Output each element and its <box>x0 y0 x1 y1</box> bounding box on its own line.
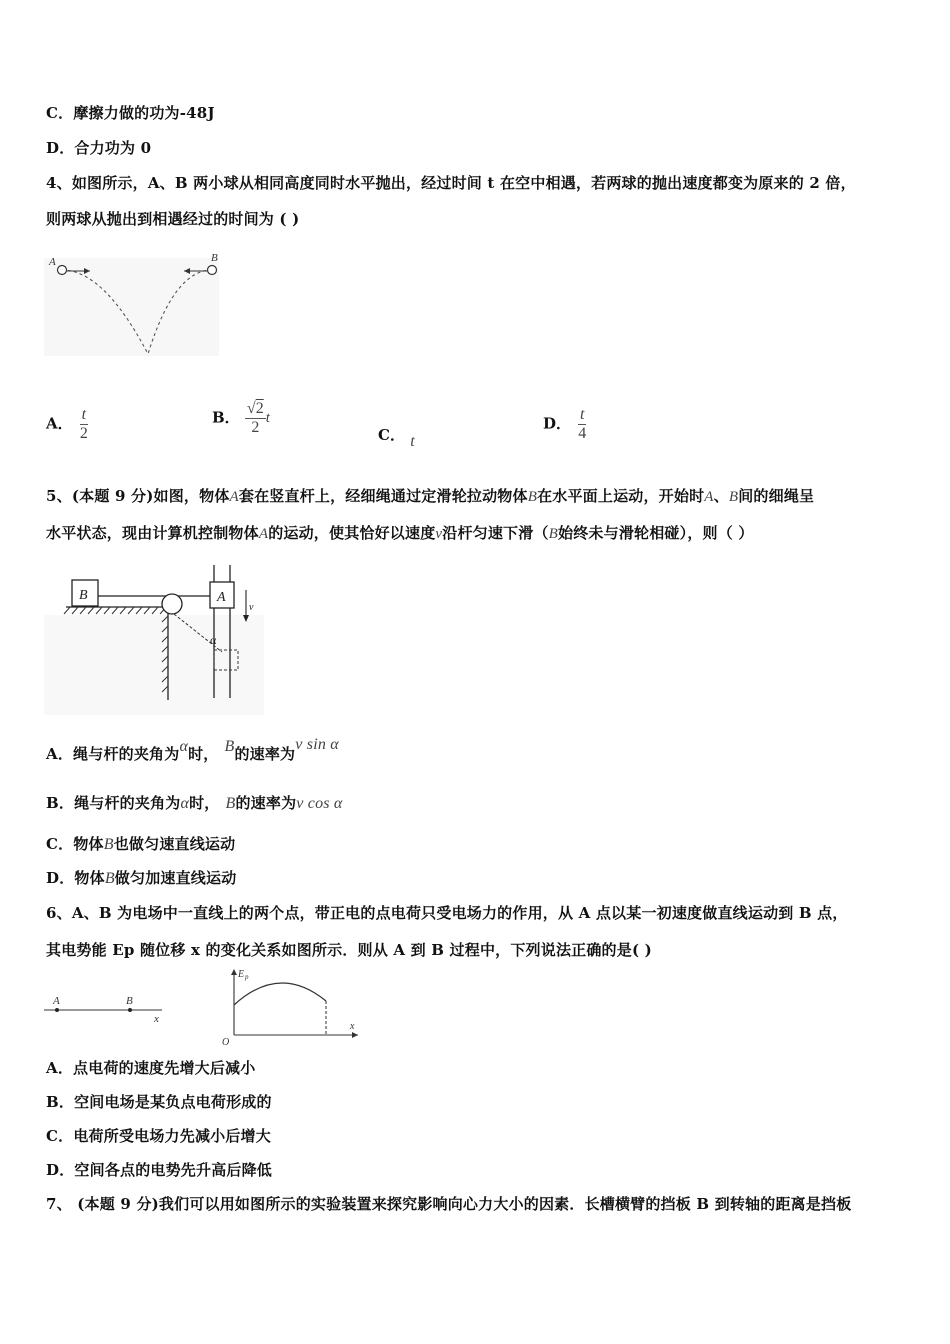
q5-block-b-label: B <box>79 588 88 603</box>
q5-angle-label: α <box>210 633 217 647</box>
q5-option-a-var-b: B <box>224 738 235 755</box>
q4-option-a <box>46 406 90 443</box>
q5-var-b: B <box>527 489 538 505</box>
q4-label-a: A <box>49 256 56 268</box>
q4-option-d-denominator: 4 <box>578 425 587 442</box>
q5-option-a-vsin: v sin α <box>295 736 339 753</box>
q5-option-a-text-3: 的速率为 <box>234 745 296 763</box>
q5-option-d-text-2: 做匀加速直线运动 <box>114 869 237 887</box>
q4-option-d <box>543 406 588 443</box>
q5-option-b-alpha: α <box>180 795 190 812</box>
q4-option-b-label: B． <box>212 408 240 427</box>
q4-option-c-label: C． <box>378 426 405 444</box>
q5-option-b-var-b: B <box>225 795 236 812</box>
q4-option-b-variable: t <box>265 410 270 426</box>
q5-option-a-text-1: A．绳与杆的夹角为 <box>46 745 180 763</box>
q4-sqrt-symbol: √ <box>246 400 256 417</box>
q5-var-a-2: A <box>704 489 714 505</box>
q6-option-a: A．点电荷的速度先增大后减小 <box>46 1059 256 1077</box>
q5-stem-text-6: 水平状态，现由计算机控制物体 <box>46 524 259 542</box>
q4-option-d-numerator: t <box>580 406 585 423</box>
q5-stem-line1 <box>46 485 814 506</box>
q5-option-b <box>46 792 343 813</box>
q5-stem-text-1: 5、(本题 9 分)如图，物体 <box>46 487 230 505</box>
q4-option-b-denominator: 2 <box>251 419 260 436</box>
q6-label-x: x <box>154 1013 159 1025</box>
q5-var-a-3: A <box>258 526 269 542</box>
q5-option-c-text-1: C．物体 <box>46 835 104 853</box>
q5-var-v: v <box>435 526 443 542</box>
q6-figure-line <box>44 990 174 1026</box>
q4-stem-line2: 则两球从抛出到相遇经过的时间为 ( ) <box>46 210 300 228</box>
q6-point-a <box>55 1008 59 1012</box>
q5-velocity-label: v <box>249 602 254 613</box>
q4-ball-a <box>58 266 67 275</box>
q5-figure-background <box>44 615 264 715</box>
q6-graph-label-x: x <box>350 1021 355 1032</box>
q4-option-b-radicand: 2 <box>255 400 264 417</box>
q5-var-a: A <box>229 489 239 505</box>
q4-option-a-fraction <box>78 406 90 443</box>
q5-stem-text-3: 在水平面上运动，开始时 <box>537 487 705 505</box>
q4-option-a-label: A． <box>46 414 73 433</box>
q6-option-b: B．空间电场是某负点电荷形成的 <box>46 1093 272 1111</box>
q6-option-d: D．空间各点的电势先升高后降低 <box>46 1161 273 1179</box>
q4-option-a-numerator: t <box>81 406 87 423</box>
q6-label-b: B <box>126 995 133 1007</box>
q5-option-d-text-1: D．物体 <box>46 869 105 887</box>
q5-stem-text-4: 、 <box>713 487 729 505</box>
q5-block-a-label: A <box>217 590 226 605</box>
q5-stem-text-7: 的运动，使其恰好以速度 <box>268 524 436 542</box>
q5-option-c-var-b: B <box>103 836 114 853</box>
q5-var-b-3: B <box>548 526 559 542</box>
q5-stem-text-2: 套在竖直杆上，经细绳通过定滑轮拉动物体 <box>238 487 528 505</box>
q6-graph-x-arrow <box>352 1032 358 1038</box>
q5-stem-text-8: 沿杆匀速下滑（ <box>442 524 549 542</box>
q6-point-b <box>128 1008 132 1012</box>
q4-option-c <box>378 424 415 450</box>
q6-option-c: C．电荷所受电场力先减小后增大 <box>46 1127 271 1145</box>
q5-stem-text-9: 始终未与滑轮相碰），则（ ） <box>558 524 754 542</box>
q5-var-b-2: B <box>728 489 739 505</box>
q4-option-b <box>212 400 270 437</box>
q4-ball-b <box>208 266 217 275</box>
q4-option-d-fraction <box>576 406 588 443</box>
q5-option-b-text-2: 时， <box>189 794 220 812</box>
q5-ground-hatch <box>64 607 166 614</box>
q5-option-c <box>46 833 235 854</box>
q4-stem-line1: 4、如图所示，A、B 两小球从相同高度同时水平抛出，经过时间 t 在空中相遇，若两球的抛出速度都变为原来的 2 倍， <box>46 174 856 192</box>
q5-option-c-text-2: 也做匀速直线运动 <box>113 835 236 853</box>
q5-option-d <box>46 867 236 888</box>
q5-option-b-text-1: B．绳与杆的夹角为 <box>46 794 181 812</box>
q6-label-ep: E <box>238 969 245 980</box>
q5-stem-line2 <box>46 522 754 543</box>
q6-label-ep-sub: p <box>245 973 249 981</box>
q6-figure-graph <box>218 965 368 1047</box>
q6-stem-line2: 其电势能 Ep 随位移 x 的变化关系如图所示．则从 A 到 B 过程中，下列说法正确的是( ) <box>46 941 652 959</box>
q5-option-d-var-b: B <box>104 870 115 887</box>
q4-figure-background <box>44 258 219 356</box>
q6-ep-curve <box>234 983 326 1005</box>
q5-option-a-text-2: 时， <box>188 745 219 763</box>
q5-option-a <box>46 736 339 764</box>
q5-option-b-text-3: 的速率为 <box>235 794 297 812</box>
q7-stem-line1: 7、 (本题 9 分)我们可以用如图所示的实验装置来探究影响向心力大小的因素．长槽横臂的挡板 B 到转轴的距离是挡板 <box>46 1195 852 1213</box>
q4-option-c-value: t <box>410 433 415 450</box>
q5-stem-text-5: 间的细绳呈 <box>738 487 815 505</box>
q4-option-d-label: D． <box>543 414 572 433</box>
q3-option-c: C．摩擦力做的功为-48J <box>46 104 215 122</box>
q6-stem-line1: 6、A、B 为电场中一直线上的两个点，带正电的点电荷只受电场力的作用，从 A 点以某一初速度做直线运动到 B 点， <box>46 904 848 922</box>
q4-option-b-numerator <box>245 400 266 419</box>
q5-pulley <box>162 594 182 614</box>
q4-option-b-fraction <box>245 400 266 437</box>
q6-label-origin: O <box>222 1037 230 1047</box>
q5-figure <box>44 560 274 720</box>
q6-label-a: A <box>53 995 60 1007</box>
q3-option-d: D．合力功为 0 <box>46 139 152 157</box>
q4-option-a-denominator: 2 <box>79 425 88 442</box>
q6-graph-y-arrow <box>231 969 237 975</box>
q5-option-a-alpha: α <box>179 738 189 755</box>
q5-option-b-vcos: v cos α <box>296 795 343 812</box>
q4-label-b: B <box>211 252 218 264</box>
q4-figure <box>44 250 234 362</box>
